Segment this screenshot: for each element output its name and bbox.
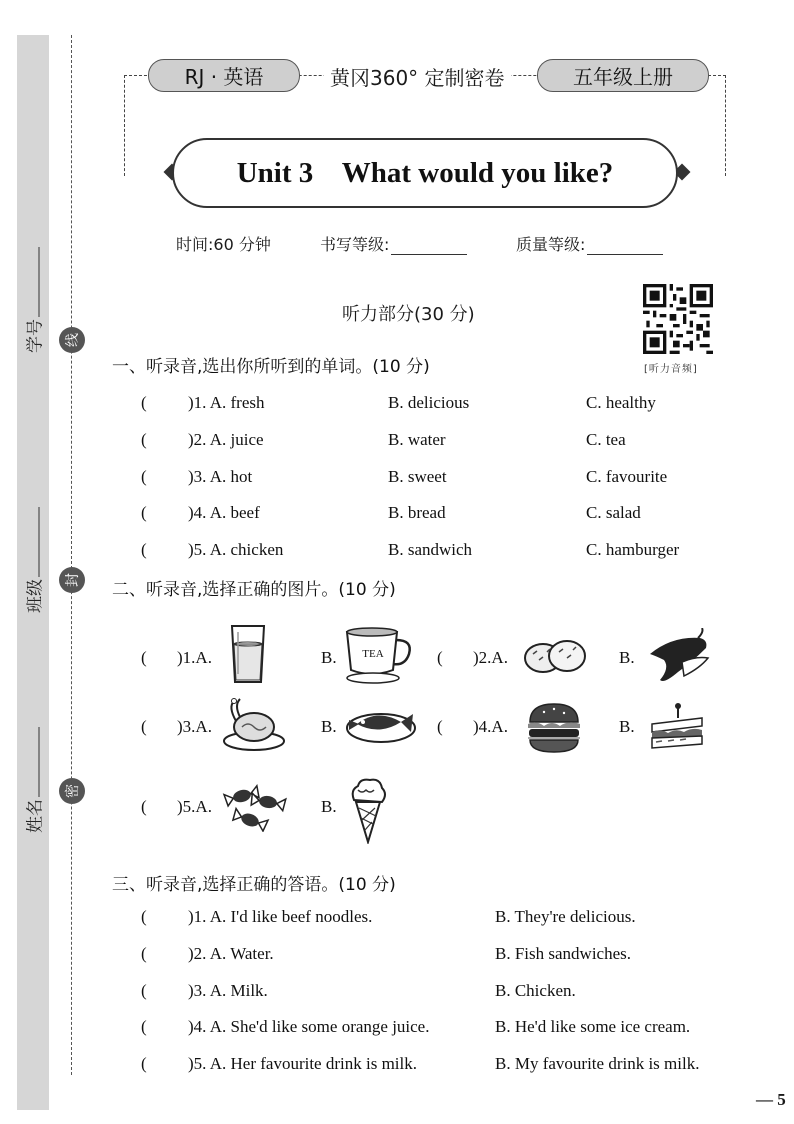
bread-rolls-icon[interactable] [523, 636, 587, 676]
option-a-label: )5.A. [177, 797, 212, 816]
option-b[interactable]: B. bread [388, 503, 446, 522]
chili-pepper-icon[interactable] [642, 628, 714, 688]
class-label: 班级 [25, 579, 46, 613]
seal-mark-secret: 密 [59, 778, 85, 804]
option-b-label: B. [619, 717, 635, 736]
answer-paren[interactable]: ( [141, 393, 147, 412]
qr-code-icon[interactable] [643, 284, 713, 354]
tea-cup-icon[interactable] [343, 624, 415, 686]
answer-paren[interactable]: ( [437, 717, 443, 736]
writing-grade-label: 书写等级: [320, 235, 390, 254]
option-a[interactable]: )2. A. Water. [188, 944, 274, 963]
option-b[interactable]: B. delicious [388, 393, 470, 412]
option-b-label: B. [619, 648, 635, 667]
option-b[interactable]: B. Chicken. [495, 981, 576, 1000]
seal-mark-line: 线 [59, 327, 85, 353]
answer-paren[interactable]: ( [141, 503, 147, 522]
answer-paren[interactable]: ( [141, 981, 147, 1000]
glass-of-water-icon[interactable] [228, 622, 268, 686]
option-b-label: B. [321, 648, 337, 667]
answer-paren[interactable]: ( [141, 797, 147, 816]
writing-grade[interactable] [320, 232, 516, 255]
option-b[interactable]: B. sweet [388, 467, 447, 486]
quality-grade-label: 质量等级: [516, 235, 586, 254]
answer-paren[interactable]: ( [141, 717, 147, 736]
answer-paren[interactable]: ( [141, 430, 147, 449]
seal-mark-seal: 封 [59, 567, 85, 593]
option-c[interactable]: C. hamburger [586, 540, 680, 559]
option-b[interactable]: B. They're delicious. [495, 907, 636, 926]
option-b[interactable]: B. sandwich [388, 540, 473, 559]
option-a[interactable]: )3. A. hot [188, 467, 253, 486]
student-id-field[interactable] [21, 247, 46, 353]
answer-paren[interactable]: ( [437, 648, 443, 667]
listening-heading: 听力部分(30 分) [342, 304, 475, 325]
sandwich-icon[interactable] [648, 702, 706, 752]
answer-paren[interactable]: ( [141, 944, 147, 963]
option-c[interactable]: C. tea [586, 430, 626, 449]
option-a[interactable]: )2. A. juice [188, 430, 264, 449]
hamburger-icon[interactable] [526, 702, 582, 754]
unit-title: Unit 3 What would you like? [172, 138, 678, 208]
option-a[interactable]: )4. A. She'd like some orange juice. [188, 1017, 430, 1036]
student-id-label: 学号 [25, 319, 46, 353]
part2-title: 二、听录音,选择正确的图片。(10 分) [112, 580, 396, 600]
qr-caption: [听力音频] [644, 364, 698, 375]
grade-pill: 五年级上册 [537, 59, 709, 92]
option-b[interactable]: B. My favourite drink is milk. [495, 1054, 700, 1073]
answer-paren[interactable]: ( [141, 1017, 147, 1036]
option-c[interactable]: C. favourite [586, 467, 668, 486]
part3-title: 三、听录音,选择正确的答语。(10 分) [112, 875, 396, 895]
option-b-label: B. [321, 797, 337, 816]
answer-paren[interactable]: ( [141, 907, 147, 926]
option-a[interactable]: )1. A. I'd like beef noodles. [188, 907, 373, 926]
candies-icon[interactable] [222, 784, 288, 832]
page-number: — 5 [756, 1090, 786, 1109]
answer-paren[interactable]: ( [141, 540, 147, 559]
option-b-label: B. [321, 717, 337, 736]
option-c[interactable]: C. salad [586, 503, 641, 522]
option-b[interactable]: B. He'd like some ice cream. [495, 1017, 691, 1036]
ice-cream-cone-icon[interactable] [348, 776, 388, 844]
quality-grade[interactable] [516, 232, 663, 255]
tea-cup-label: TEA [362, 648, 384, 660]
class-field[interactable] [21, 507, 46, 613]
fish-dish-icon[interactable] [345, 702, 417, 746]
roast-chicken-icon[interactable] [222, 697, 286, 753]
option-a-label: )1.A. [177, 648, 212, 667]
option-a-label: )2.A. [473, 648, 508, 667]
cut-line [71, 35, 72, 1075]
option-b[interactable]: B. water [388, 430, 446, 449]
option-a[interactable]: )1. A. fresh [188, 393, 265, 412]
subject-pill: RJ · 英语 [148, 59, 300, 92]
answer-paren[interactable]: ( [141, 467, 147, 486]
option-a-label: )4.A. [473, 717, 508, 736]
option-b[interactable]: B. Fish sandwiches. [495, 944, 631, 963]
option-c[interactable]: C. healthy [586, 393, 656, 412]
time-limit: 时间:60 分钟 [176, 235, 271, 254]
exam-meta [176, 232, 663, 255]
option-a[interactable]: )5. A. chicken [188, 540, 284, 559]
name-field[interactable] [21, 727, 46, 833]
option-a[interactable]: )3. A. Milk. [188, 981, 268, 1000]
series-title: 黄冈360° 定制密卷 [324, 62, 511, 91]
answer-paren[interactable]: ( [141, 648, 147, 667]
option-a-label: )3.A. [177, 717, 212, 736]
answer-paren[interactable]: ( [141, 1054, 147, 1073]
option-a[interactable]: )4. A. beef [188, 503, 260, 522]
part1-title: 一、听录音,选出你所听到的单词。(10 分) [112, 357, 430, 377]
name-label: 姓名 [25, 799, 46, 833]
option-a[interactable]: )5. A. Her favourite drink is milk. [188, 1054, 417, 1073]
